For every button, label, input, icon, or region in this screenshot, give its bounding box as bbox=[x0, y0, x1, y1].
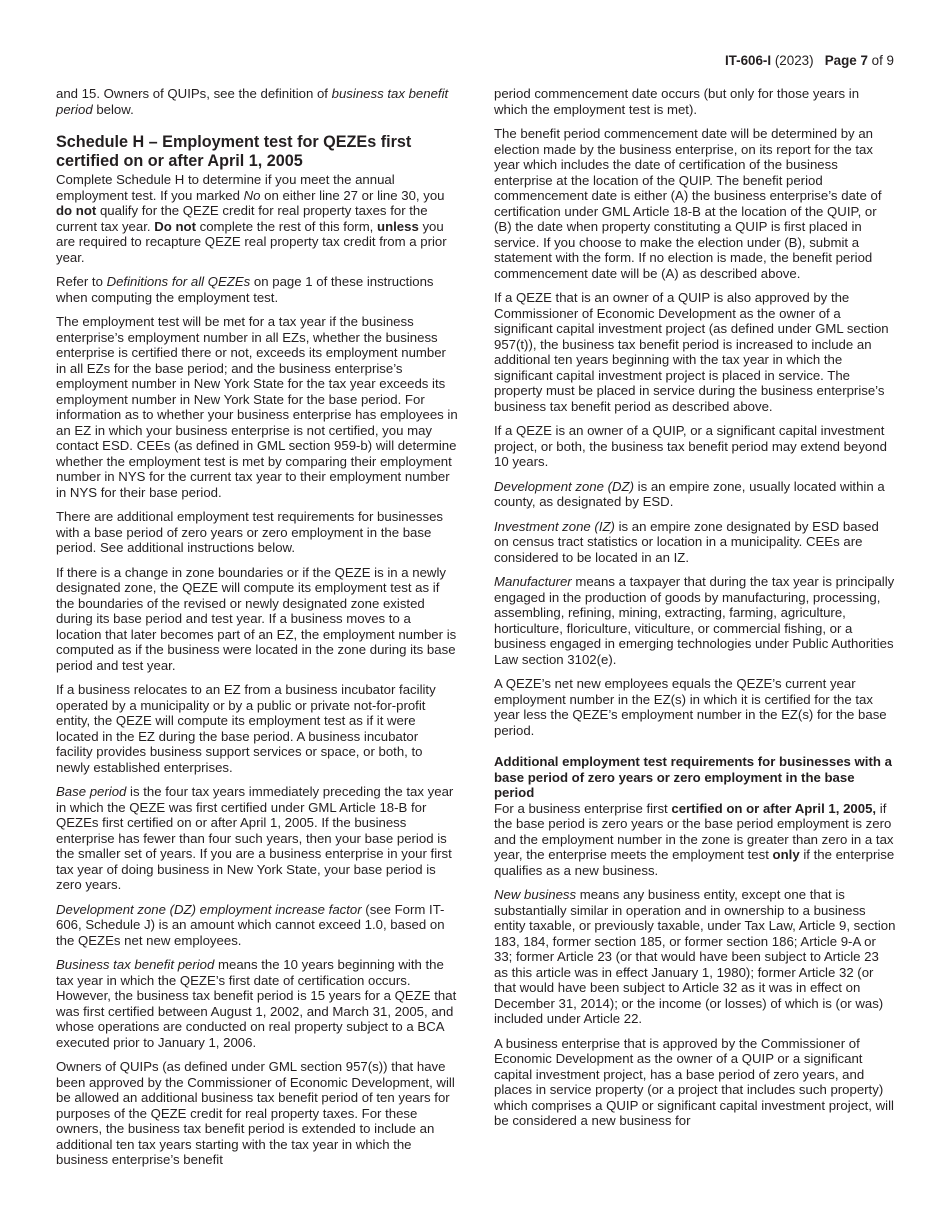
definition-manufacturer: Manufacturer means a taxpayer that during the tax year is principally engaged in the production of goods by manufacturing, processing, assembling, refining, mining, extracting, farming, agriculture, horticulture, floriculture, viticulture, or commercial fishing, or a business engaged in emerging technologies under Public Authorities Law section 3102(e). bbox=[494, 574, 895, 667]
schedule-h-heading: Schedule H – Employment test for QEZEs first certified on or after April 1, 2005 bbox=[56, 133, 412, 170]
paragraph: The employment test will be met for a tax year if the business enterprise’s employment number in all EZs, whether the business enterprise is certified there or not, exceeds its employment number in all EZs for the base period; and the business enterprise’s employment number in New York State for the tax year exceeds its employment number in New York State for the base period. For information as to whether your business enterprise has employees in an EZ in which your business enterprise is not certified, you may contact ESD. CEEs (as defined in GML section 959-b) will determine whether the employment test is met by comparing their employment number in NYS for the current tax year to their employment number in NYS for their base period. bbox=[56, 314, 458, 500]
paragraph: The benefit period commencement date will be determined by an election made by the business enterprise, on its report for the tax year which includes the date of certification of the business enterprise at the location of the QUIP. The benefit period commencement date is either (A) the business enterprise’s date of certification under GML Article 18-B at the location of the QUIP, or (B) the date when property constituting a QUIP is first placed in service. If you choose to make the election under (B), submit a statement with the form. If no election is made, the benefit period commencement date will be (A) as described above. bbox=[494, 126, 882, 281]
paragraph: If a QEZE that is an owner of a QUIP is also approved by the Commissioner of Economic Development as the owner of a significant capital investment project (as defined under GML section 957(t)), the business tax benefit period is increased to include an additional ten years beginning with the tax year in which the significant capital investment project is placed in service. The property must be placed in service during the business enterprise’s business tax benefit period as described above. bbox=[494, 290, 889, 414]
paragraph: A QEZE’s net new employees equals the QEZE’s current year employment number in the EZ(s) in which it is certified for the tax year less the QEZE’s employment number in the EZ(s) for the base period. bbox=[494, 676, 887, 738]
paragraph: A business enterprise that is approved by the Commissioner of Economic Development as the owner of a QUIP or a significant capital investment project, has a base period of zero years, and places in service property (or a project that includes such property) which comprises a QUIP or significant capital investment project, will be considered a new business for bbox=[494, 1035, 894, 1128]
page-number: Page 7 bbox=[824, 53, 868, 68]
definition-development-zone: Development zone (DZ) is an empire zone, usually located within a county, as designated by ESD. bbox=[494, 478, 885, 509]
paragraph: If there is a change in zone boundaries or if the QEZE is in a newly designated zone, the QEZE will compute its employment test as if the boundaries of the revised or newly designated zone existed during its base period and test year. If a business moves to a location that later becomes part of an EZ, the employment number is computed as if the business were located in the zone during its base period and test year. bbox=[56, 564, 457, 673]
page-total: of 9 bbox=[871, 53, 894, 68]
paragraph: and 15. Owners of QUIPs, see the definition of business tax benefit period below. bbox=[56, 86, 449, 117]
paragraph: Refer to Definitions for all QEZEs on page 1 of these instructions when computing the employment test. bbox=[56, 274, 434, 305]
paragraph: Owners of QUIPs (as defined under GML section 957(s)) that have been approved by the Commissioner of Economic Development, will be allowed an additional business tax benefit period of ten years for purposes of the QEZE credit for real property taxes. For these owners, the business tax benefit period is extended to include an additional ten tax years starting with the tax year in which the business enterprise’s benefit bbox=[56, 1059, 455, 1167]
paragraph: If a business relocates to an EZ from a business incubator facility operated by a municipality or by a public or private not-for-profit entity, the QEZE will compute its employment test as if it were located in the EZ during the base period. A business incubator facility provides business support services or space, or both, to newly established enterprises. bbox=[56, 682, 436, 775]
paragraph: If a QEZE is an owner of a QUIP, or a significant capital investment project, or both, the business tax benefit period may extend beyond 10 years. bbox=[494, 423, 887, 469]
definition-base-period: Base period is the four tax years immediately preceding the tax year in which the QEZE was first certified under GML Article 18-B for QEZEs first certified on or after April 1, 2005. If the business enterprise has fewer than four such years, then your base period is the smaller set of years. If you are a business enterprise in your first tax year of doing business in New York State, your base period is zero years. bbox=[56, 784, 454, 892]
paragraph: There are additional employment test requirements for businesses with a base period of zero years or zero employment in the base period. See additional instructions below. bbox=[56, 509, 444, 555]
definition-new-business: New business means any business entity, except one that is substantially similar in operation and in ownership to a business entity taxable, or previously taxable, under Tax Law, Article 9, section 183, 184, former section 185, or former section 186; Article 9-A or 33; former Article 23 (or that would have been subject to Article 23 as this article was in effect January 1, 1980); former Article 32 (or that would have been subject to Article 32 as it was in effect on December 31, 2014); or the income (or losses) of which is (or was) included under Article 22. bbox=[494, 887, 896, 1026]
paragraph: period commencement date occurs (but only for those years in which the employment test is met). bbox=[494, 86, 860, 117]
left-column bbox=[56, 86, 458, 1177]
right-column bbox=[494, 86, 896, 1138]
paragraph: For a business enterprise first certified on or after April 1, 2005, if the base period is zero years or the base period employment is zero and the employment number in the zone is greater than zero in a tax year, the enterprise meets the employment test only if the enterprise qualifies as a new business. bbox=[494, 800, 895, 878]
form-year: (2023) bbox=[774, 53, 814, 68]
definition-investment-zone: Investment zone (IZ) is an empire zone designated by ESD based on census tract statistics or location in a municipality. CEEs are considered to be located in an IZ. bbox=[494, 518, 879, 565]
form-id: IT-606-I bbox=[724, 53, 772, 68]
paragraph: Complete Schedule H to determine if you meet the annual employment test. If you marked No on either line 27 or line 30, you do not qualify for the QEZE credit for real property taxes for the current tax year. Do not complete the rest of this form, unless you are required to recapture QEZE real property tax credit from a prior year. bbox=[56, 172, 447, 265]
definition-dz-increase-factor: Development zone (DZ) employment increase factor (see Form IT-606, Schedule J) is an amount which cannot exceed 1.0, based on the QEZEs net new employees. bbox=[56, 901, 445, 948]
definition-business-tax-benefit-period: Business tax benefit period means the 10 years beginning with the tax year in which the QEZE’s first date of certification occurs. However, the business tax benefit period is 15 years for a QEZE that was first certified between August 1, 2002, and March 31, 2005, and whose operations are conducted on real property subject to a BCA executed prior to January 1, 2006. bbox=[56, 957, 457, 1050]
page-header bbox=[725, 53, 894, 69]
additional-requirements-heading: Additional employment test requirements for businesses with a base period of zero years or zero employment in the base period bbox=[494, 754, 892, 800]
